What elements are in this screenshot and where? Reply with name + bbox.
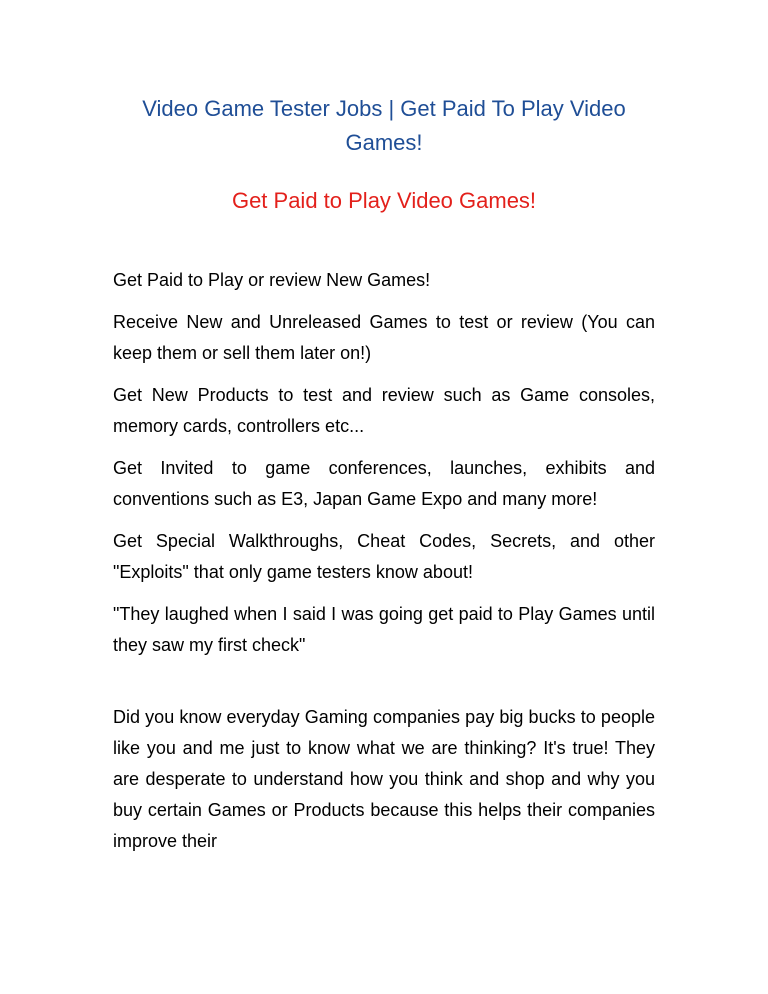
paragraph: Get Special Walkthroughs, Cheat Codes, Secrets, and other "Exploits" that only game testers know about!: [113, 531, 655, 582]
paragraph-spacer: [113, 672, 655, 702]
paragraph: "They laughed when I said I was going get paid to Play Games until they saw my first check": [113, 604, 655, 655]
body-text: [113, 265, 655, 868]
paragraph: Get Paid to Play or review New Games!: [113, 270, 431, 290]
paragraph: Receive New and Unreleased Games to test or review (You can keep them or sell them later on!): [113, 312, 655, 363]
paragraph: Get Invited to game conferences, launches, exhibits and conventions such as E3, Japan Game Expo and many more!: [113, 458, 655, 509]
paragraph: Get New Products to test and review such as Game consoles, memory cards, controllers etc...: [113, 385, 655, 436]
page-subtitle: Get Paid to Play Video Games!: [231, 188, 537, 213]
final-paragraph: Did you know everyday Gaming companies pay big bucks to people like you and me just to know what we are thinking? It's true! They are desperate to understand how you think and shop and why you buy certain Games or Products because this helps their companies improve their: [113, 707, 655, 851]
page-title: Video Game Tester Jobs | Get Paid To Play Video Games!: [142, 96, 626, 155]
